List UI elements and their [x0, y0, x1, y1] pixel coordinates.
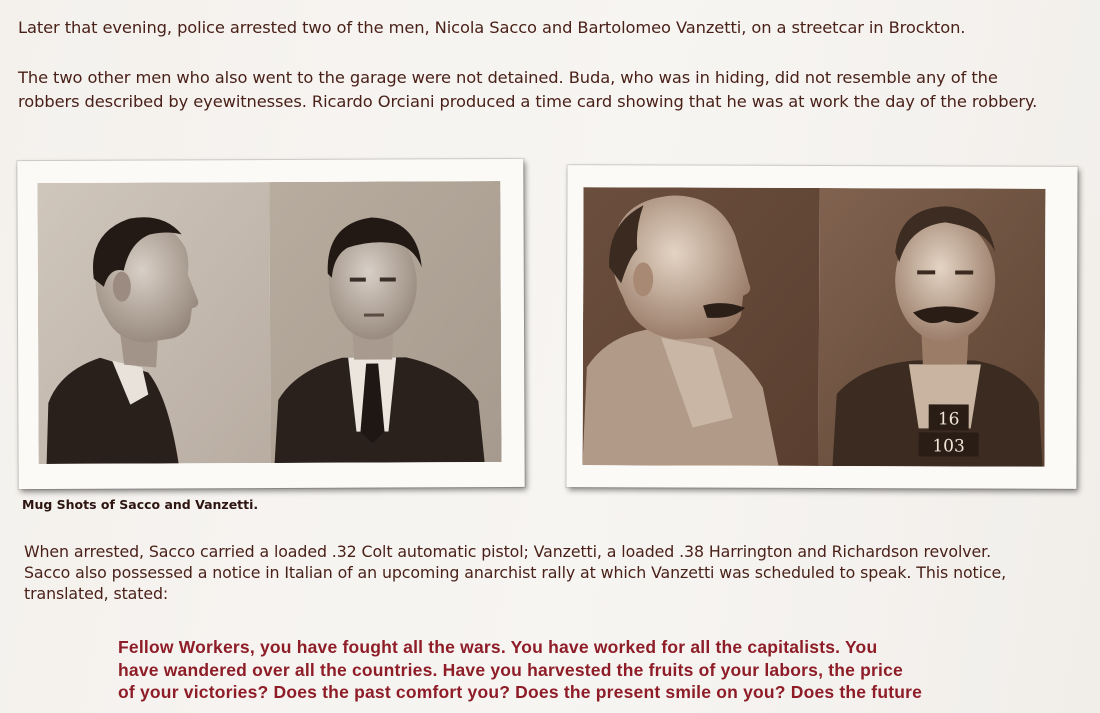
- detention-paragraph-line-2: robbers described by eyewitnesses. Ricardo Orciani produced a time card showing that he was at work the day of the robbery.: [18, 92, 1038, 111]
- quote-line-3: of your victories? Does the past comfort you? Does the present smile on you? Does the future: [118, 682, 923, 702]
- detention-paragraph-line-1: The two other men who also went to the garage were not detained. Buda, who was in hiding, did not resemble any of the: [18, 68, 998, 87]
- arrest-paragraph-line-3: translated, stated:: [24, 584, 169, 603]
- sacco-mugshot-photo: [37, 181, 501, 464]
- quote-line-1: Fellow Workers, you have fought all the wars. You have worked for all the capitalists. You: [118, 637, 878, 657]
- detention-paragraph: [18, 66, 1088, 114]
- arrest-paragraph: [24, 541, 1084, 604]
- vanzetti-mugshot-photo: [583, 187, 1046, 467]
- quote-line-2: have wandered over all the countries. Have you harvested the fruits of your labors, the price: [118, 659, 903, 680]
- arrest-paragraph-line-2: Sacco also possessed a notice in Italian of an upcoming anarchist rally at which Vanzetti was scheduled to speak. This notice,: [24, 563, 1007, 582]
- intro-paragraph: Later that evening, police arrested two of the men, Nicola Sacco and Bartolomeo Vanzetti, on a streetcar in Brockton.: [18, 18, 966, 37]
- photo-caption: Mug Shots of Sacco and Vanzetti.: [22, 497, 259, 512]
- sacco-mugshot-card: [17, 159, 524, 489]
- anarchist-notice-quote: [118, 636, 1018, 704]
- vanzetti-mugshot-image: [583, 187, 1046, 467]
- vanzetti-mugshot-card: [566, 165, 1077, 489]
- arrest-paragraph-line-1: When arrested, Sacco carried a loaded .32 Colt automatic pistol; Vanzetti, a loaded .38 Harrington and Richardson revolver.: [24, 542, 991, 561]
- booking-number-top: 16: [937, 409, 960, 430]
- booking-number-bottom: 103: [932, 436, 965, 457]
- sacco-mugshot-image: [37, 181, 501, 464]
